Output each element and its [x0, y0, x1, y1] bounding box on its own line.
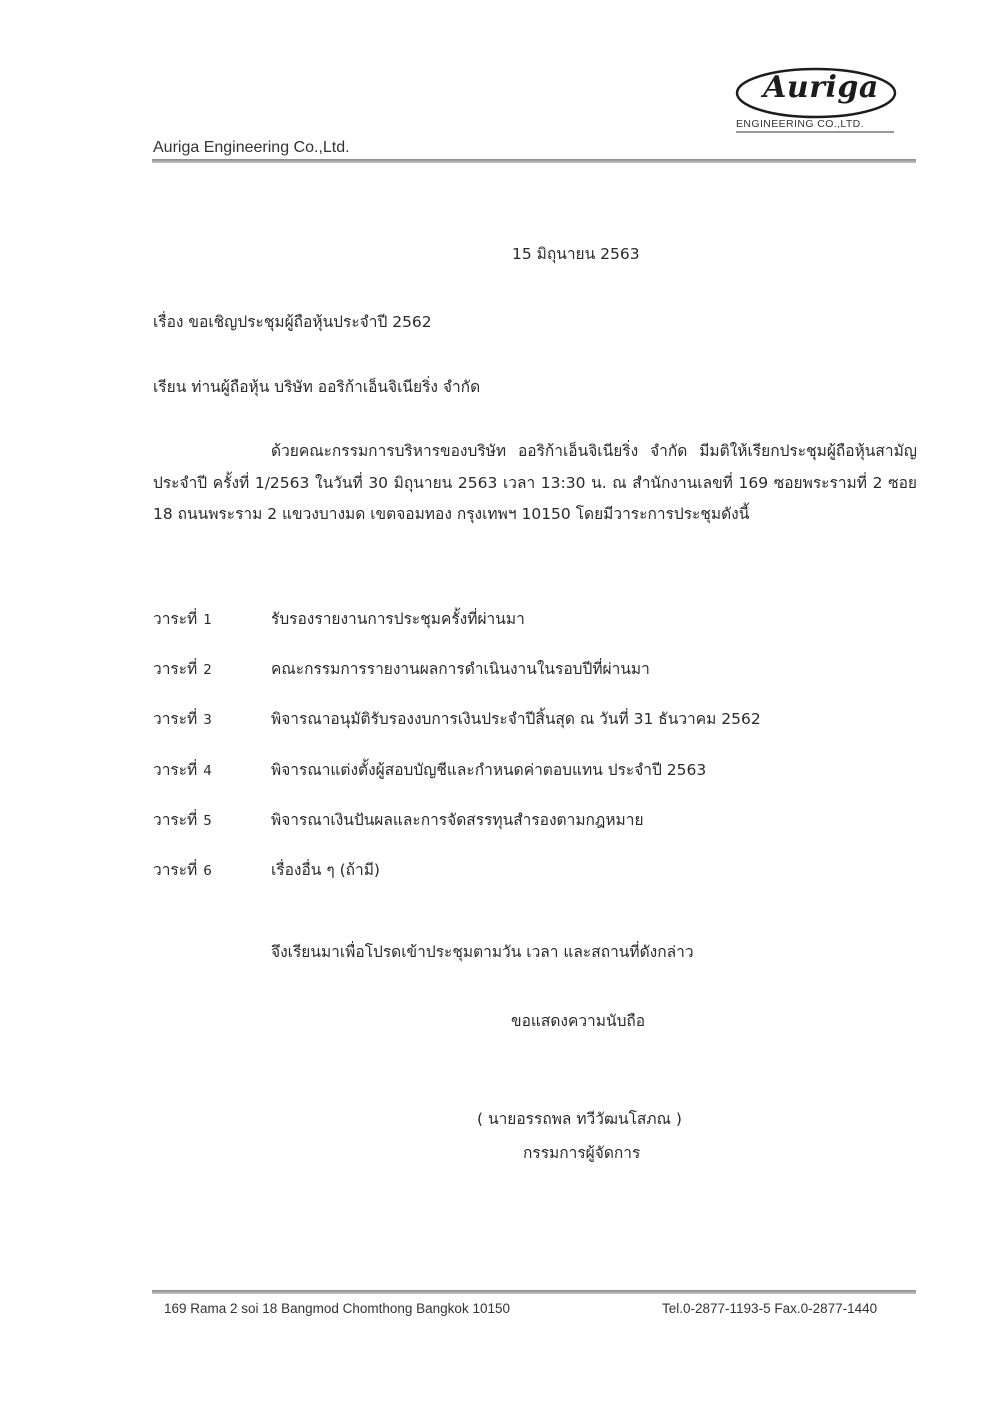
agenda-text: พิจารณาแต่งตั้งผู้สอบบัญชีและกำหนดค่าตอบแทน ประจำปี 2563 — [271, 761, 707, 779]
footer-divider — [152, 1290, 916, 1294]
agenda-label: วาระที่ 3 — [153, 710, 212, 728]
letter-closing: จึงเรียนมาเพื่อโปรดเข้าประชุมตามวัน เวลา และสถานที่ดังกล่าว — [271, 943, 694, 961]
letter-subject: เรื่อง ขอเชิญประชุมผู้ถือหุ้นประจำปี 2562 — [153, 313, 432, 331]
agenda-item — [153, 857, 853, 887]
logo-subtitle: ENGINEERING CO.,LTD. — [736, 118, 864, 130]
agenda-text: พิจารณาเงินปันผลและการจัดสรรทุนสำรองตามกฎหมาย — [271, 811, 644, 829]
letter-recipient: เรียน ท่านผู้ถือหุ้น บริษัท ออริก้าเอ็นจิเนียริ่ง จำกัด — [153, 378, 481, 396]
agenda-label: วาระที่ 1 — [153, 610, 212, 628]
footer-address: 169 Rama 2 soi 18 Bangmod Chomthong Bangkok 10150 — [164, 1301, 510, 1316]
agenda-text: คณะกรรมการรายงานผลการดำเนินงานในรอบปีที่ผ่านมา — [271, 660, 650, 678]
header-company-name: Auriga Engineering Co.,Ltd. — [153, 139, 350, 156]
agenda-item — [153, 807, 853, 837]
header-divider — [152, 159, 916, 163]
agenda-text: รับรองรายงานการประชุมครั้งที่ผ่านมา — [271, 610, 525, 628]
agenda-text: พิจารณาอนุมัติรับรองงบการเงินประจำปีสิ้นสุด ณ วันที่ 31 ธันวาคม 2562 — [271, 710, 761, 728]
logo-wordmark: Auriga — [763, 70, 879, 105]
letter-body-text: ด้วยคณะกรรมการบริหารของบริษัท ออริก้าเอ็นจิเนียริ่ง จำกัด มีมติให้เรียกประชุมผู้ถือหุ้นสามัญประจำปี ครั้งที่ 1/2563 ในวันที่ 30 มิถุนายน 2563 เวลา 13:30 น. ณ สำนักงานเลขที่ 169 ซอยพระรามที่ 2 ซอย 18 ถนนพระราม 2 แขวงบางมด เขตจอมทอง กรุงเทพฯ 10150 โดยมีวาระการประชุมดังนี้ — [153, 442, 917, 523]
agenda-label: วาระที่ 6 — [153, 861, 212, 879]
agenda-item — [153, 757, 853, 787]
agenda-label: วาระที่ 2 — [153, 660, 212, 678]
agenda-item — [153, 706, 853, 736]
agenda-item — [153, 656, 853, 686]
signer-title: กรรมการผู้จัดการ — [523, 1144, 641, 1162]
agenda-text: เรื่องอื่น ๆ (ถ้ามี) — [271, 861, 380, 879]
footer-contact: Tel.0-2877-1193-5 Fax.0-2877-1440 — [662, 1301, 878, 1316]
agenda-label: วาระที่ 5 — [153, 811, 212, 829]
letter-body — [153, 436, 917, 531]
company-logo — [728, 64, 904, 136]
letter-regards: ขอแสดงความนับถือ — [511, 1012, 646, 1030]
letter-date: 15 มิถุนายน 2563 — [512, 245, 640, 263]
signer-name: ( นายอรรถพล ทวีวัฒนโสภณ ) — [477, 1110, 682, 1128]
agenda-item — [153, 606, 853, 636]
agenda-label: วาระที่ 4 — [153, 761, 212, 779]
